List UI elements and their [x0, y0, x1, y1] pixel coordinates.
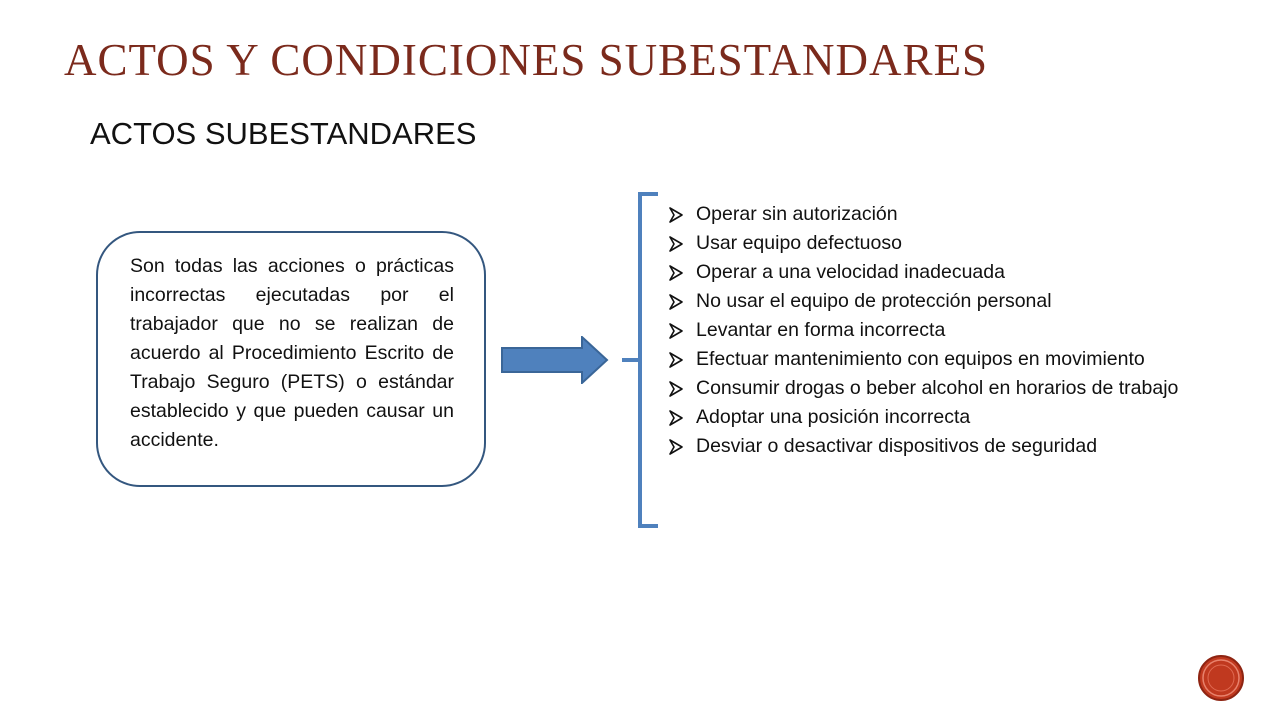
list-item	[668, 200, 1194, 229]
definition-text: Son todas las acciones o prácticas incorrectas ejecutadas por el trabajador que no se realizan de acuerdo al Procedimiento Escrito de Trabajo Seguro (PETS) o estándar establecido y que pueden causar un accidente.	[130, 255, 454, 451]
chevron-right-icon	[668, 294, 684, 310]
right-arrow-icon	[500, 336, 610, 384]
chevron-right-icon	[668, 352, 684, 368]
list-item	[668, 316, 1194, 345]
left-bracket-icon	[620, 192, 660, 528]
list-item-label: Operar a una velocidad inadecuada	[696, 261, 1005, 283]
list-item-label: Efectuar mantenimiento con equipos en movimiento	[696, 348, 1145, 370]
circle-badge-icon	[1197, 654, 1245, 702]
list-item-label: Desviar o desactivar dispositivos de seguridad	[696, 435, 1098, 457]
list-item-label: No usar el equipo de protección personal	[696, 290, 1052, 312]
list-item	[668, 403, 1194, 432]
substandard-acts-list	[668, 200, 1194, 461]
chevron-right-icon	[668, 323, 684, 339]
chevron-right-icon	[668, 439, 684, 455]
list-item	[668, 287, 1194, 316]
list-item	[668, 258, 1194, 287]
slide-title: ACTOS Y CONDICIONES SUBESTANDARES	[64, 35, 989, 85]
list-item	[668, 374, 1194, 403]
list-item	[668, 432, 1194, 461]
list-item-label: Adoptar una posición incorrecta	[696, 406, 971, 428]
list-item-label: Usar equipo defectuoso	[696, 232, 902, 254]
list-item	[668, 345, 1194, 374]
list-item	[668, 229, 1194, 258]
list-item-label: Operar sin autorización	[696, 203, 898, 225]
chevron-right-icon	[668, 410, 684, 426]
chevron-right-icon	[668, 207, 684, 223]
chevron-right-icon	[668, 381, 684, 397]
chevron-right-icon	[668, 265, 684, 281]
list-item-label: Consumir drogas o beber alcohol en horarios de trabajo	[696, 377, 1179, 399]
chevron-right-icon	[668, 236, 684, 252]
list-item-label: Levantar en forma incorrecta	[696, 319, 946, 341]
section-subtitle: ACTOS SUBESTANDARES	[90, 116, 477, 151]
